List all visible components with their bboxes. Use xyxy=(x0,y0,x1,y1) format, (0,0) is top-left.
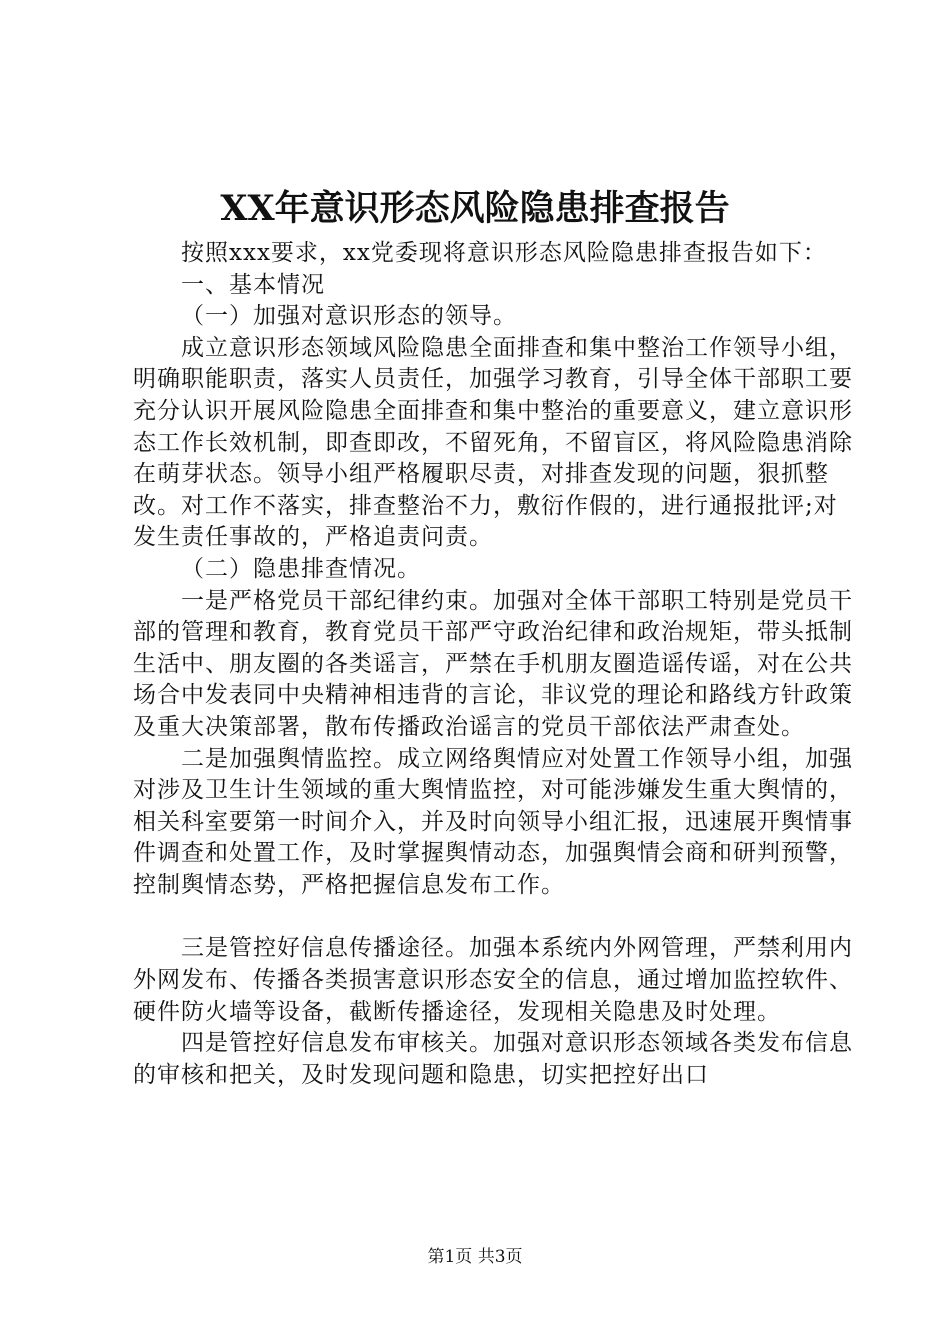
heading-basic-situation: 一、基本情况 xyxy=(181,271,325,298)
paragraph-discipline: 一是严格党员干部纪律约束。加强对全体干部职工特别是党员干部的管理和教育，教育党员干部严守政治纪律和政治规矩，带头抵制生活中、朋友圈的各类谣言，严禁在手机朋友圈造谣传谣，对在公共场合中发表同中央精神相违背的言论，非议党的理论和路线方针政策及重大决策部署，散布传播政治谣言的党员干部依法严肃查处。 xyxy=(133,587,853,740)
subheading-inspection: （二）隐患排查情况。 xyxy=(181,555,421,582)
paragraph-leadership: 成立意识形态领域风险隐患全面排查和集中整治工作领导小组，明确职能职责，落实人员责任，加强学习教育，引导全体干部职工要充分认识开展风险隐患全面排查和集中整治的重要意义，建立意识形态工作长效机制，即查即改，不留死角，不留盲区，将风险隐患消除在萌芽状态。领导小组严格履职尽责，对排查发现的问题，狠抓整改。对工作不落实，排查整治不力，敷衍作假的，进行通报批评;对发生责任事故的，严格追责问责。 xyxy=(133,334,853,551)
document-body xyxy=(133,238,853,1091)
page-footer: 第1页 共3页 xyxy=(427,1247,523,1267)
paragraph-public-opinion: 二是加强舆情监控。成立网络舆情应对处置工作领导小组，加强对涉及卫生计生领域的重大舆情监控，对可能涉嫌发生重大舆情的，相关科室要第一时间介入，并及时向领导小组汇报，迅速展开舆情事件调查和处置工作，及时掌握舆情动态，加强舆情会商和研判预警，控制舆情态势，严格把握信息发布工作。 xyxy=(133,745,853,898)
document-title: XX年意识形态风险隐患排查报告 xyxy=(220,188,730,229)
paragraph-intro: 按照xxx要求，xx党委现将意识形态风险隐患排查报告如下： xyxy=(181,240,827,266)
paragraph-info-channels: 三是管控好信息传播途径。加强本系统内外网管理，严禁利用内外网发布、传播各类损害意识形态安全的信息，通过增加监控软件、硬件防火墙等设备，截断传播途径，发现相关隐患及时处理。 xyxy=(133,935,853,1025)
paragraph-info-review: 四是管控好信息发布审核关。加强对意识形态领域各类发布信息的审核和把关，及时发现问题和隐患，切实把控好出口 xyxy=(133,1030,853,1088)
subheading-leadership: （一）加强对意识形态的领导。 xyxy=(181,303,517,330)
